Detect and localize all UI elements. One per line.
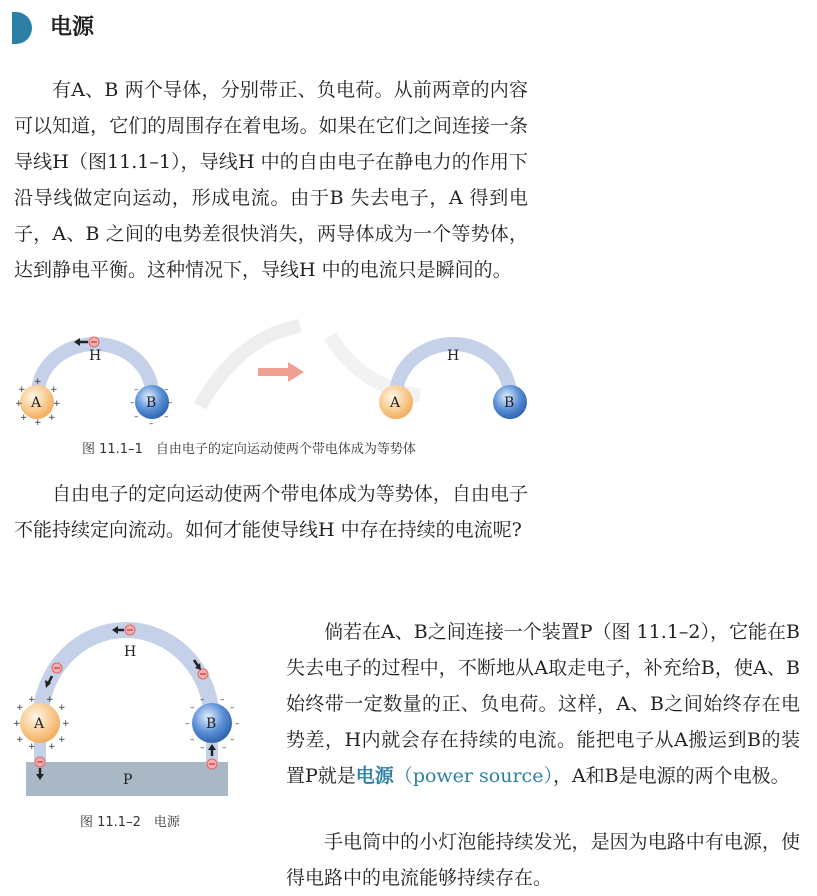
term-power-source-english: （power source） xyxy=(393,765,553,787)
svg-text:+: + xyxy=(34,418,42,428)
paragraph-3 xyxy=(286,614,800,794)
section-marker xyxy=(12,12,32,44)
svg-text:–: – xyxy=(164,412,169,422)
svg-text:+: + xyxy=(58,703,66,713)
svg-text:+: + xyxy=(50,385,58,395)
paragraph-3-part-2: ，A和B是电源的两个电极。 xyxy=(552,765,790,787)
svg-text:–: – xyxy=(130,398,135,408)
svg-text:–: – xyxy=(134,412,139,422)
svg-text:–: – xyxy=(230,735,235,745)
svg-text:+: + xyxy=(28,695,36,705)
svg-text:–: – xyxy=(230,703,235,713)
svg-text:–: – xyxy=(168,398,173,408)
svg-text:+: + xyxy=(48,413,56,423)
svg-text:–: – xyxy=(164,385,169,395)
figure-2-wire-label: H xyxy=(124,644,137,660)
svg-text:+: + xyxy=(20,413,28,423)
svg-text:+: + xyxy=(16,703,24,713)
figure-1-right-sphere-a-label: A xyxy=(390,395,401,411)
svg-text:+: + xyxy=(62,719,70,729)
paragraph-4: 手电筒中的小灯泡能持续发光，是因为电路中有电源，使得电路中的电流能够持续存在。 xyxy=(286,831,800,889)
svg-text:+: + xyxy=(18,385,26,395)
figure-1-transition-arrow xyxy=(258,362,304,382)
svg-text:+: + xyxy=(16,735,24,745)
svg-text:–: – xyxy=(149,419,154,429)
paragraph-3-part-1: 倘若在A、B之间连接一个装置P（图 11.1–2），它能在B失去电子的过程中，不断地从A取走电子，补充给B，使A、B始终带一定数量的正、负电荷。这样，A、B之间始终存在电势差，H内就会存在持续的电流。能把电子从A搬运到B的装置P就是 xyxy=(286,621,800,787)
svg-text:+: + xyxy=(53,399,61,409)
figure-1-left-sphere-b-label: B xyxy=(146,395,157,411)
figure-2-diagram xyxy=(0,610,260,800)
section-title: 电源 xyxy=(50,15,95,40)
svg-text:–: – xyxy=(220,695,225,705)
svg-text:+: + xyxy=(48,742,56,752)
term-power-source: 电源 xyxy=(355,765,394,787)
figure-1-diagram xyxy=(0,326,560,436)
figure-2-sphere-b-label: B xyxy=(206,716,217,732)
paragraph-2: 自由电子的定向运动使两个带电体成为等势体，自由电子不能持续定向流动。如何才能使导线H 中存在持续的电流呢? xyxy=(14,483,528,541)
svg-text:+: + xyxy=(46,695,54,705)
svg-text:–: – xyxy=(235,719,240,729)
svg-text:+: + xyxy=(13,719,21,729)
svg-text:+: + xyxy=(58,735,66,745)
svg-text:–: – xyxy=(190,703,195,713)
svg-text:–: – xyxy=(200,695,205,705)
figure-1-left-sphere-a-label: A xyxy=(31,395,42,411)
svg-text:–: – xyxy=(185,719,190,729)
figure-2-caption: 图 11.1–2 电源 xyxy=(80,815,180,830)
svg-text:–: – xyxy=(200,743,205,753)
figure-1-left-wire-label: H xyxy=(89,348,102,364)
svg-text:+: + xyxy=(34,377,42,387)
figure-1-right-sphere-b-label: B xyxy=(504,395,515,411)
paragraph-1: 有A、B 两个导体，分别带正、负电荷。从前两章的内容可以知道，它们的周围存在着电场。如果在它们之间连接一条导线H（图11.1–1），导线H 中的自由电子在静电力的作用下沿导线做定向运动，形成电流。由于B 失去电子，A 得到电子，A、B 之间的电势差很快消失，两导体成为一个等势体，达到静电平衡。这种情况下，导线H 中的电流只是瞬间的。 xyxy=(14,79,528,281)
figure-2-sphere-a-label: A xyxy=(34,716,45,732)
figure-1-caption: 图 11.1–1 自由电子的定向运动使两个带电体成为等势体 xyxy=(82,442,416,457)
svg-text:+: + xyxy=(28,742,36,752)
figure-1-right-wire-label: H xyxy=(447,348,460,364)
svg-text:–: – xyxy=(190,735,195,745)
svg-text:–: – xyxy=(134,385,139,395)
svg-text:–: – xyxy=(222,743,227,753)
svg-text:+: + xyxy=(15,399,23,409)
figure-2-device-label: P xyxy=(123,772,133,788)
